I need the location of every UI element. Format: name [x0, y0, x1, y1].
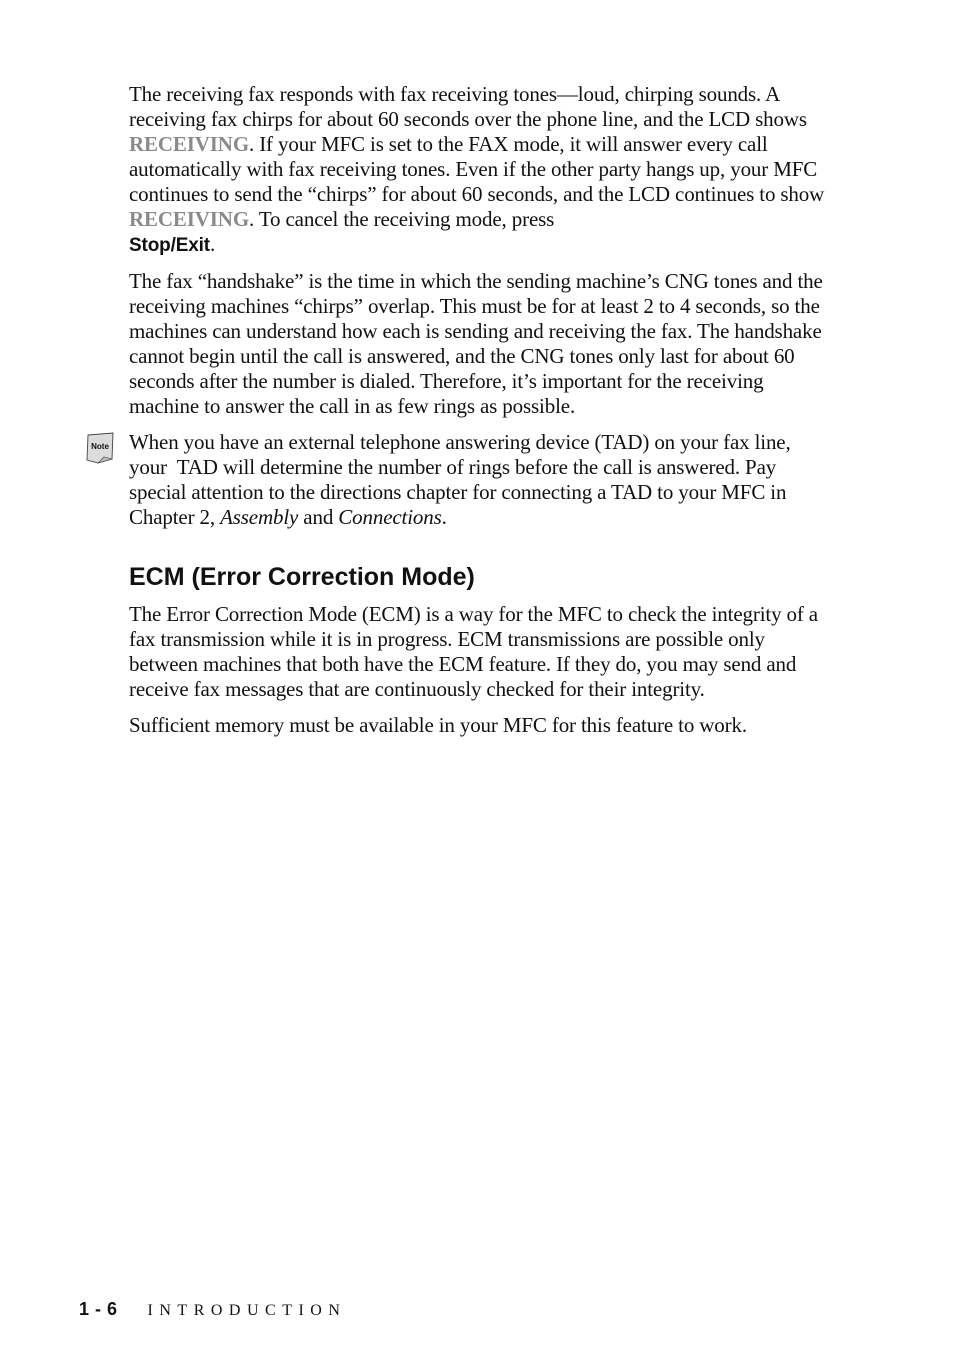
- text-run: and: [298, 505, 339, 529]
- page-footer: [79, 1299, 346, 1323]
- note-block: [91, 430, 829, 530]
- paragraph-handshake: The fax “handshake” is the time in which the sending machine’s CNG tones and the receiving machines “chirps” overlap. This must be for at least 2 to 4 seconds, so the machines can understand how each is sending and receiving the fax. The handshake cannot begin until the call is answered, and the CNG tones only last for about 60 seconds after the number is dialed. Therefore, it’s important for the receiving machine to answer the call in as few rings as possible.: [129, 269, 823, 418]
- text-run: .: [441, 505, 447, 529]
- paragraph-memory: Sufficient memory must be available in your MFC for this feature to work.: [129, 713, 747, 737]
- text-run: . To cancel the receiving mode, press: [249, 207, 555, 231]
- page-number: 1 - 6: [79, 1299, 118, 1319]
- paragraph-receiving-tones: [129, 82, 829, 258]
- note-text: [129, 430, 829, 530]
- chapter-name: INTRODUCTION: [147, 1302, 347, 1319]
- page-content: [91, 82, 829, 738]
- key-name: Stop/Exit: [129, 235, 210, 256]
- chapter-title: Connections: [338, 505, 442, 529]
- lcd-message: RECEIVING: [129, 132, 250, 156]
- lcd-message: RECEIVING: [129, 207, 250, 231]
- text-run: . If your MFC is set to the FAX mode, it will answer every call automatically with fax receiving tones. Even if the other party hangs up, your MFC continues to send the “chirps” for about 60 seconds, and the LCD continues to show: [129, 132, 825, 206]
- text-run: When you have an external telephone answering device (TAD) on your fax line, your TAD will determine the number of rings before the call is answered. Pay special attention to the directions chapter for connecting a TAD to your MFC in Chapter 2,: [129, 430, 791, 529]
- section-heading: ECM (Error Correction Mode): [129, 563, 475, 591]
- paragraph-ecm: The Error Correction Mode (ECM) is a way for the MFC to check the integrity of a fax transmission while it is in progress. ECM transmissions are possible only between machines that both have the ECM feature. If they do, you may send and receive fax messages that are continuously checked for their integrity.: [129, 602, 818, 701]
- text-run: The receiving fax responds with fax receiving tones—loud, chirping sounds. A receiving fax chirps for about 60 seconds over the phone line, and the LCD shows: [129, 82, 807, 131]
- text-run: .: [210, 232, 216, 256]
- chapter-title: Assembly: [220, 505, 299, 529]
- note-icon: [84, 432, 116, 464]
- svg-text:Note: Note: [91, 442, 109, 451]
